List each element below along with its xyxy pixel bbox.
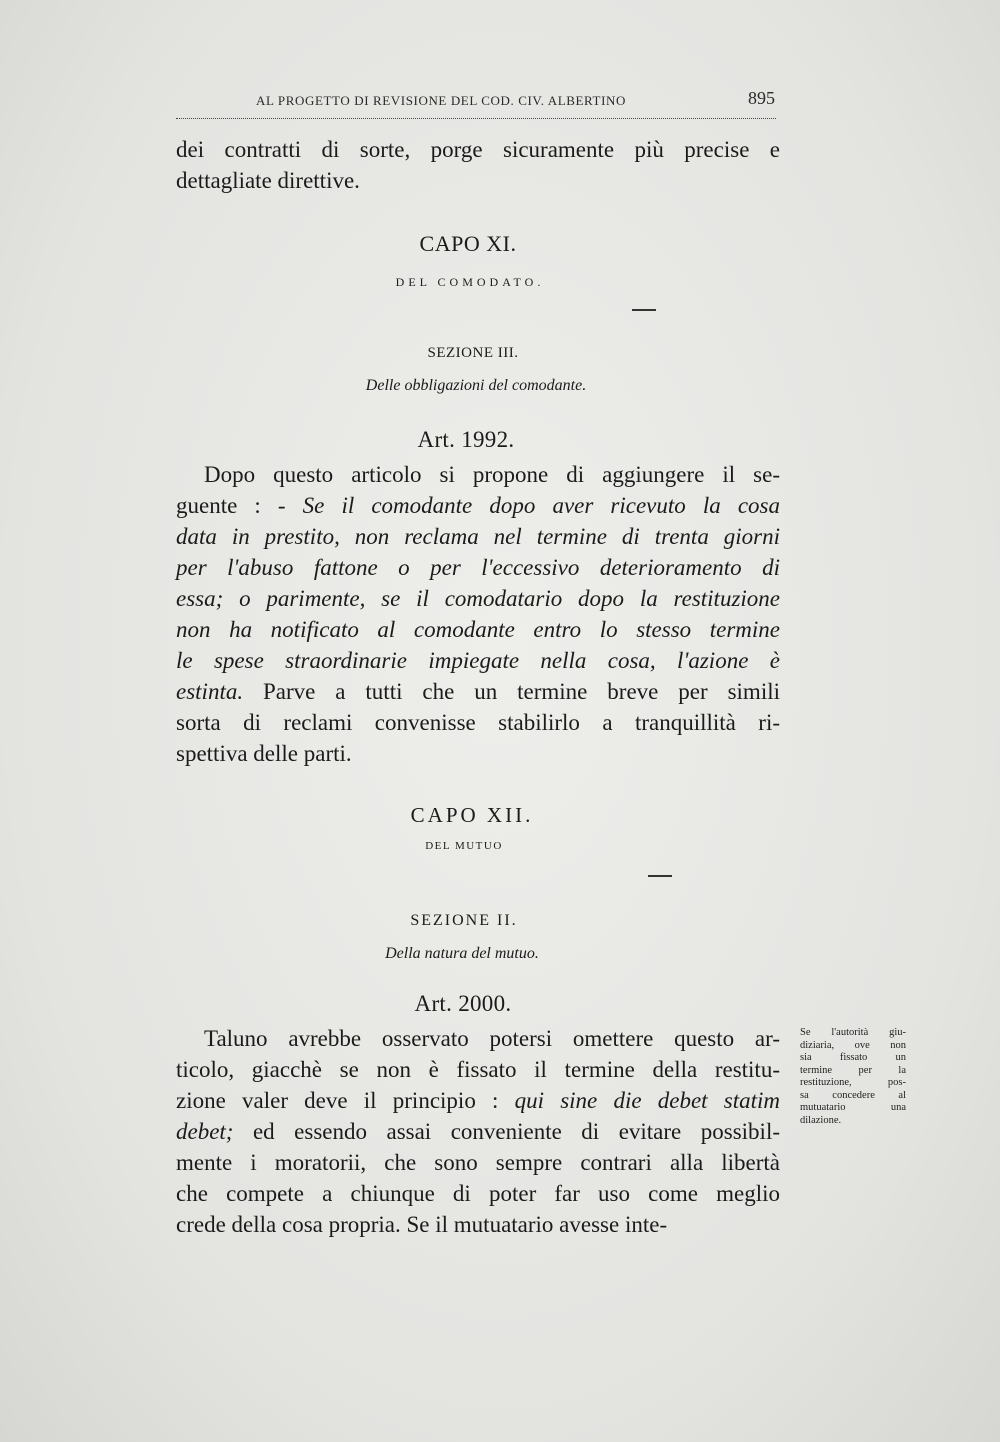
text-run: guente : - (176, 493, 303, 518)
text-run: Dopo questo articolo si propone di aggiungere il se- (204, 462, 780, 487)
italic-run: Se il comodante dopo aver ricevuto la cosa (302, 493, 781, 518)
text-run: ed essendo assai conveniente di evitare possibil- (233, 1119, 780, 1144)
text-line (176, 1120, 780, 1143)
chapter-heading: CAPO XII. (410, 803, 534, 827)
section-title: Delle obbligazioni del comodante. (365, 377, 587, 394)
text-line (176, 711, 780, 734)
text-run: Taluno avrebbe osservato potersi omettere questo ar- (204, 1026, 780, 1051)
text-run: zione valer deve il principio : (176, 1088, 515, 1113)
italic-run: le spese straordinarie impiegate nella cosa, l'azione è (176, 648, 780, 673)
text-line (176, 1213, 780, 1236)
separator-dash (648, 875, 672, 877)
section-title: Della natura del mutuo. (385, 945, 539, 962)
chapter-title: DEL MUTUO (425, 840, 503, 852)
chapter-title: DEL COMODATO. (395, 275, 545, 289)
italic-run: non ha notificato al comodante entro lo stesso termine (176, 617, 780, 642)
text-line: dettagliate direttive. (176, 168, 360, 193)
text-run: ticolo, giacchè se non è fissato il termine della restitu- (176, 1057, 780, 1082)
chapter-heading: CAPO XI. (419, 231, 517, 256)
text-run: Parve a tutti che un termine breve per simili (243, 679, 780, 704)
article-heading: Art. 2000. (414, 991, 512, 1016)
italic-run: data in prestito, non reclama nel termine di trenta giorni (176, 524, 780, 549)
italic-run: essa; o parimente, se il comodatario dopo la restituzione (176, 586, 780, 611)
header-rule (176, 118, 776, 119)
text-run: mente i moratorii, che sono sempre contrari alla libertà (176, 1150, 780, 1175)
text-line (176, 1027, 780, 1050)
margin-note-line: dilazione. (800, 1114, 842, 1126)
text-line (176, 1182, 780, 1205)
text-line (176, 680, 780, 703)
text-line (176, 556, 780, 579)
text-run: spettiva delle parti. (176, 741, 352, 766)
text-line (176, 494, 780, 517)
running-title: AL PROGETTO DI REVISIONE DEL COD. CIV. ALBERTINO (256, 93, 626, 108)
margin-note (800, 1027, 906, 1127)
margin-note-line: Se l'autorità giu- (800, 1027, 906, 1038)
text-run: che compete a chiunque di poter far uso come meglio (176, 1181, 780, 1206)
italic-run: debet; (176, 1119, 234, 1144)
margin-note-line: mutuatario una (800, 1102, 906, 1113)
italic-run: per l'abuso fattone o per l'eccessivo deterioramento di (176, 555, 780, 580)
text-line (176, 649, 780, 672)
separator-dash (632, 309, 656, 311)
section-heading: SEZIONE III. (427, 345, 519, 361)
text-line (176, 1058, 780, 1081)
italic-run: estinta. (176, 679, 244, 704)
margin-note-line: sia fissato un (800, 1052, 906, 1063)
text-line (176, 1089, 780, 1112)
text-line (176, 587, 780, 610)
page-number: 895 (748, 88, 775, 108)
text-line (176, 618, 780, 641)
text-line: dei contratti di sorte, porge sicuramente più precise e (176, 137, 780, 162)
margin-note-line: diziaria, ove non (800, 1039, 906, 1051)
margin-note-line: termine per la (800, 1064, 906, 1076)
margin-note-line: restituzione, pos- (800, 1077, 906, 1088)
margin-note-line: sa concedere al (800, 1089, 906, 1101)
text-line (176, 463, 780, 486)
text-run: sorta di reclami convenisse stabilirlo a tranquillità ri- (176, 710, 780, 735)
text-line (176, 742, 780, 765)
italic-run: qui sine die debet statim (514, 1088, 780, 1113)
text-run: crede della cosa propria. Se il mutuatario avesse inte- (176, 1212, 668, 1237)
text-line (176, 1151, 780, 1174)
text-line (176, 525, 780, 548)
section-heading: SEZIONE II. (410, 912, 518, 929)
article-heading: Art. 1992. (417, 427, 515, 452)
